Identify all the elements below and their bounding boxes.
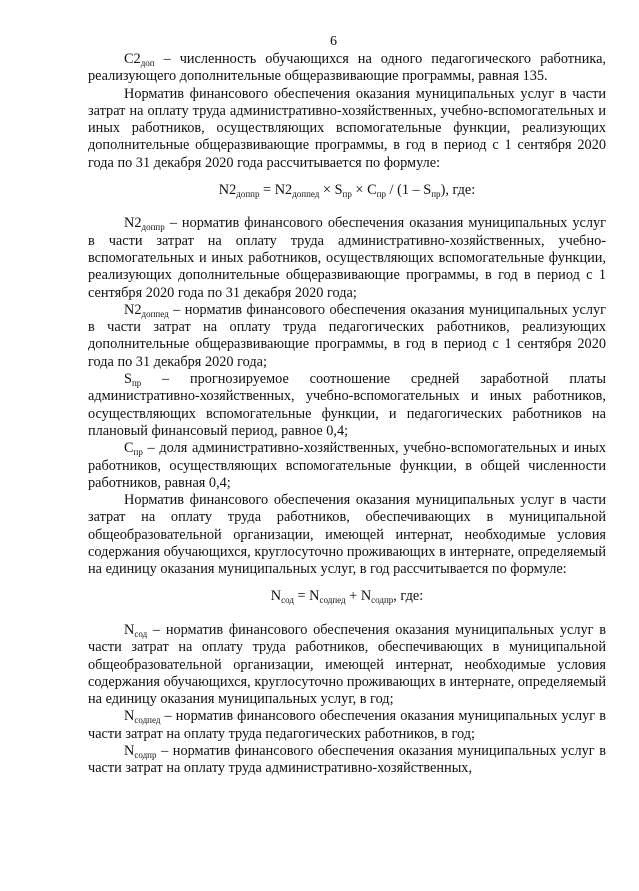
formula-operator: + xyxy=(345,587,361,604)
definition-text: – норматив финансового обеспечения оказания муниципальных услуг в части затрат на оплату труда педагогических работников, реализующих дополнительные общеразвивающие программы, в год в период с 1 сентября 2020 года по 31 декабря 2020 года; xyxy=(88,301,606,370)
formula-operator: = xyxy=(293,587,310,604)
paragraph-nsod-definition xyxy=(88,622,606,708)
formula-tail: , где: xyxy=(393,587,424,604)
document-body xyxy=(88,51,606,778)
formula-tail: ), где: xyxy=(440,182,476,199)
symbol: N2 xyxy=(124,301,142,318)
paragraph-n2dopped-definition xyxy=(88,302,606,371)
formula-term: С xyxy=(367,182,377,199)
formula-subscript: пр xyxy=(376,189,386,200)
definition-text: – норматив финансового обеспечения оказания муниципальных услуг в части затрат на оплату труда административно-хозяйственных, xyxy=(88,742,606,777)
formula-nsod xyxy=(88,588,606,605)
symbol: N2 xyxy=(124,215,142,232)
formula-operator: / (1 – xyxy=(385,182,424,199)
symbol-subscript: пр xyxy=(131,378,142,389)
formula-term: N xyxy=(270,587,282,604)
page-number: 6 xyxy=(330,34,337,49)
definition-text: – численность обучающихся на одного педагогического работника, реализующего дополнительные общеразвивающие программы, равная 135. xyxy=(88,51,606,85)
paragraph-spr-definition xyxy=(88,371,606,440)
formula-subscript: доппед xyxy=(292,189,320,200)
formula-term: N xyxy=(309,587,320,604)
symbol-subscript: пр xyxy=(133,447,143,458)
formula-term: N2 xyxy=(274,182,293,199)
symbol-subscript: содпр xyxy=(134,749,157,760)
formula-subscript: пр xyxy=(431,189,441,200)
definition-text: – норматив финансового обеспечения оказания муниципальных услуг в части затрат на оплату труда административно-хозяйственных, учебно-вспомогательных и иных работников, осуществляющих вспомогательные функции, реализующих дополнительные общеразвивающие программы, в год в период с 1 сентября 2020 года по 31 декабря 2020 года; xyxy=(88,215,606,301)
formula-operator: = xyxy=(259,182,275,199)
paragraph-internat-intro: Норматив финансового обеспечения оказания муниципальных услуг в части затрат на оплату труда работников, обеспечивающих в муниципальной общеобразовательной организации, имеющей интернат, необходимые условия содержания обучающихся, круглосуточно проживающих в интернате, определяемый на единицу оказания муниципальных услуг, в год рассчитывается по формуле: xyxy=(88,492,606,578)
symbol: S xyxy=(124,371,132,388)
formula-term: N xyxy=(360,587,372,604)
definition-text: – норматив финансового обеспечения оказания муниципальных услуг в части затрат на оплату труда педагогических работников, в год; xyxy=(88,708,606,742)
paragraph-nsodpr-definition xyxy=(88,743,606,778)
paragraph-nsodped-definition xyxy=(88,708,606,743)
formula-term: N2 xyxy=(218,182,237,199)
paragraph-normative-intro: Норматив финансового обеспечения оказания муниципальных услуг в части затрат на оплату труда административно-хозяйственных, учебно-вспомогательных и иных работников, осуществляющих вспомогательные функции, реализующих дополнительные общеразвивающие программы, в год в период с 1 сентября 2020 года по 31 декабря 2020 года рассчитывается по формуле: xyxy=(88,85,606,171)
symbol: N xyxy=(124,708,135,725)
formula-n2doppr xyxy=(88,182,606,199)
symbol-subscript: сод xyxy=(134,628,148,639)
symbol: С xyxy=(124,440,134,457)
definition-text: – прогнозируемое соотношение средней заработной платы административно-хозяйственных, учебно-вспомогательных и иных работников, осуществляющих вспомогательные функции, и педагогических работников на плановый финансовый период, равное 0,4; xyxy=(88,371,606,439)
symbol-subscript: доппр xyxy=(141,222,165,233)
definition-text: – норматив финансового обеспечения оказания муниципальных услуг в части затрат на оплату труда работников, обеспечивающих в муниципальной общеобразовательной организации, имеющей интернат, необходимые условия содержания обучающихся, круглосуточно проживающих в интернате, определяемый на единицу оказания муниципальных услуг, в год; xyxy=(88,621,606,708)
formula-subscript: содпр xyxy=(371,594,394,605)
symbol-subscript: доппед xyxy=(141,308,169,319)
definition-text: – доля административно-хозяйственных, учебно-вспомогательных и иных работников, осуществляющих вспомогательные функции, в общей численности работников, равная 0,4; xyxy=(88,440,606,491)
formula-subscript: содпед xyxy=(319,594,346,605)
symbol-subscript: доп xyxy=(140,58,155,68)
paragraph-n2doppr-definition xyxy=(88,215,606,301)
symbol: С2 xyxy=(124,51,141,67)
formula-operator: × xyxy=(319,182,335,199)
paragraph-c2dop-definition xyxy=(88,51,606,86)
formula-subscript: пр xyxy=(342,189,352,200)
symbol-subscript: содпед xyxy=(134,715,161,726)
formula-term: S xyxy=(334,182,343,199)
formula-term: S xyxy=(423,182,432,199)
formula-subscript: сод xyxy=(281,594,294,605)
formula-operator: × xyxy=(351,182,368,199)
symbol: N xyxy=(124,742,135,759)
formula-subscript: доппр xyxy=(236,189,260,200)
paragraph-cpr-definition xyxy=(88,440,606,492)
symbol: N xyxy=(124,621,135,638)
